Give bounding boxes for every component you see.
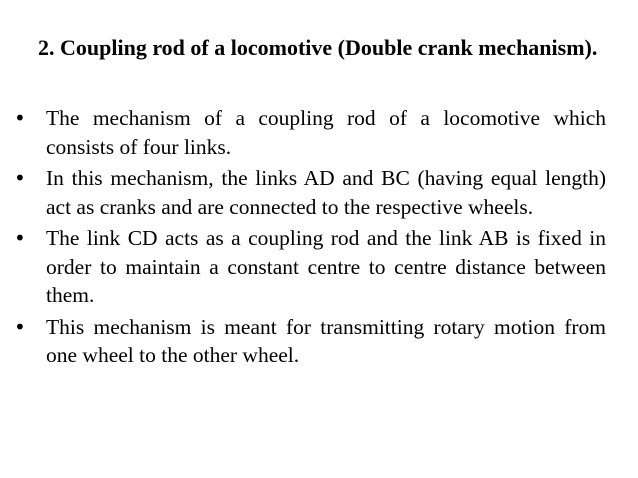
bullet-icon: •: [14, 226, 26, 250]
bullet-list: [14, 104, 606, 373]
bullet-item: [14, 104, 606, 161]
slide-heading: 2. Coupling rod of a locomotive (Double crank mechanism).: [38, 35, 598, 60]
bullet-icon: •: [14, 106, 26, 130]
bullet-icon: •: [14, 314, 26, 339]
bullet-item: [14, 224, 606, 310]
bullet-text: This mechanism is meant for transmitting rotary motion from one wheel to the other wheel.: [46, 314, 606, 367]
bullet-text: In this mechanism, the links AD and BC (having equal length) act as cranks and are connected to the respective wheels.: [46, 166, 606, 219]
bullet-item: [14, 313, 606, 370]
bullet-text: The link CD acts as a coupling rod and the link AB is fixed in order to maintain a constant centre to centre distance between them.: [46, 226, 606, 307]
bullet-icon: •: [14, 166, 26, 190]
bullet-item: [14, 164, 606, 221]
bullet-text: The mechanism of a coupling rod of a locomotive which consists of four links.: [46, 106, 606, 159]
